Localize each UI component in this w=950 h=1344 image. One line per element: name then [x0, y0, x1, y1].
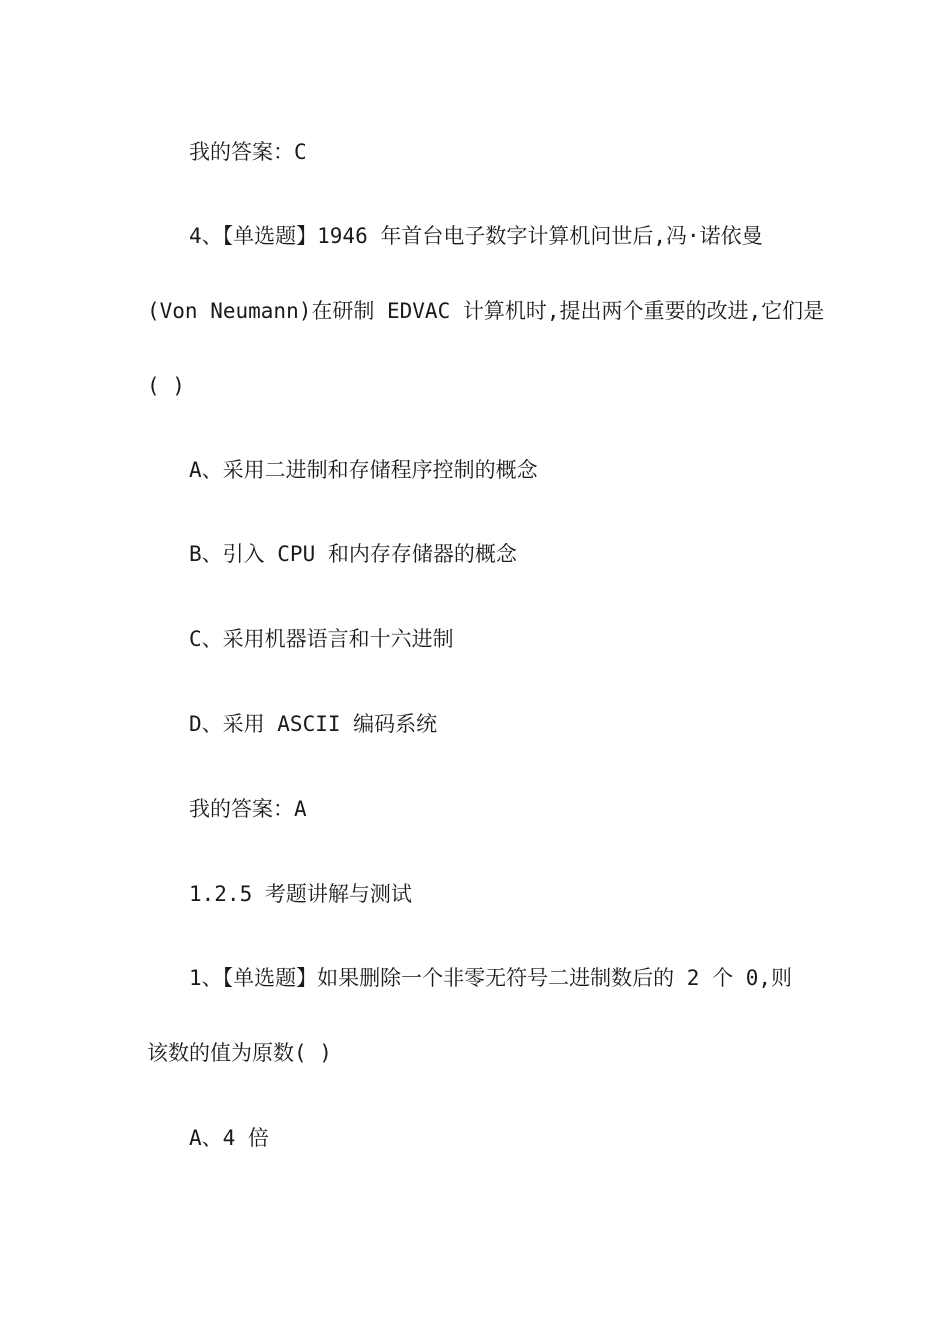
option-d: D、采用 ASCII 编码系统 — [189, 712, 438, 736]
option-b: B、引入 CPU 和内存存储器的概念 — [189, 542, 517, 566]
question-1-line-1: 1、【单选题】如果删除一个非零无符号二进制数后的 2 个 0,则 — [189, 966, 792, 990]
answer-line-q3: 我的答案：C — [189, 140, 307, 164]
question-4-line-3: ( ) — [147, 374, 185, 398]
option-a-q1: A、4 倍 — [189, 1126, 269, 1150]
option-c: C、采用机器语言和十六进制 — [189, 627, 454, 651]
question-4-line-1: 4、【单选题】1946 年首台电子数字计算机问世后,冯·诺依曼 — [189, 224, 763, 248]
answer-line-q4: 我的答案：A — [189, 797, 307, 821]
question-1-line-2: 该数的值为原数( ) — [147, 1041, 332, 1065]
option-a: A、采用二进制和存储程序控制的概念 — [189, 458, 538, 482]
question-4-line-2: (Von Neumann)在研制 EDVAC 计算机时,提出两个重要的改进,它们是 — [147, 299, 825, 323]
section-heading: 1.2.5 考题讲解与测试 — [189, 882, 412, 906]
